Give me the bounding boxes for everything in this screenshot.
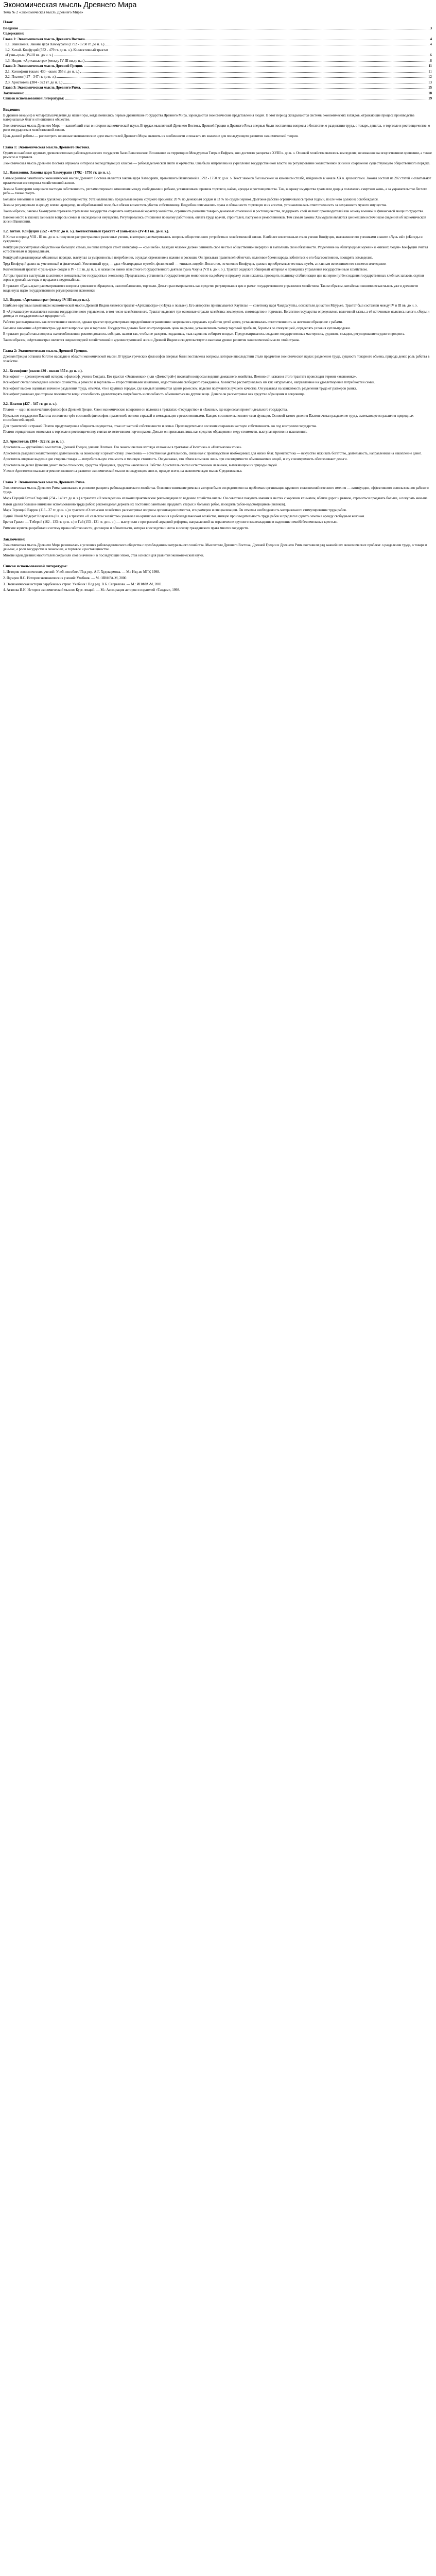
paragraph: Экономическая мысль Древнего Рима развивалась в условиях расцвета рабовладельческого хозяйства. Основное внимание римских авторов было сосредоточено на проблемах организации крупного сельскохозяйственного имения — латифундии, эффективного использования рабского труда. xyxy=(3,486,429,495)
paragraph: Идеальное государство Платона состоит из трёх сословий: философов-правителей, воинов-стражей и земледельцев с ремесленниками. Каждое сословие выполняет свои функции. Основой такого деления Платон считал разделение труда, вытекающее из различия природных способностей людей. xyxy=(3,414,414,422)
paragraph: Аристотель впервые выделил две стороны товара — потребительную стоимость и меновую стоимость. Он указывал, что обмен возможен лишь при соизмеримости обмениваемых вещей, и эту соизмеримость обеспечивают деньги. xyxy=(3,457,348,462)
toc-entry-text: Содержание: xyxy=(3,31,24,36)
toc-entry xyxy=(3,58,432,64)
toc-entry xyxy=(3,96,432,101)
section-1-3-body xyxy=(3,304,432,343)
toc-entry xyxy=(3,37,432,42)
toc-page-number: 8 xyxy=(430,58,432,63)
paragraph: Аристотель разделил хозяйственную деятельность на экономику и хрематистику. Экономика — естественная деятельность, связанная с производством необходимых для жизни благ. Хрематистика — искусство наживать богатство, деятельность, направленная на накопление денег. xyxy=(3,451,422,455)
section-1-3-heading: 1.3. Индия. «Артхашастра» (между IV-III вв.до н.э.). xyxy=(3,298,90,302)
section-2-3-heading: 2.3. Аристотель (384 - 322 гг. до н. э.). xyxy=(3,439,65,444)
toc-entry xyxy=(3,85,432,91)
paragraph: Коллективный трактат «Гуань-цзы» создан в IV - III вв. до н. э. и назван по имени известного государственного деятеля Гуань Чжуна (VII в. до н. э.). Трактат содержит обширный материал о принципах управления государственным хозяйством. xyxy=(3,268,368,272)
paragraph: Экономическая мысль Древнего Мира — важнейший этап в истории экономической науки. В трудах мыслителей Древнего Востока, Древней Греции и Древнего Рима впервые были поставлены вопросы о богатстве, о разделении труда, о товаре, деньгах, о торговле и ростовщичестве, о роли государства в хозяйственной жизни. xyxy=(3,124,430,132)
toc-page-number: 19 xyxy=(428,96,432,101)
paragraph: Марк Порций Катон Старший (234 - 149 гг. до н. э.) в трактате «О земледелии» изложил практические рекомендации по ведению хозяйства виллы. Он советовал покупать имения в местах с хорошим климатом, вблизи дорог и рынков, стремиться продавать больше, а покупать меньше. xyxy=(3,497,428,501)
toc-leader-dots xyxy=(85,61,429,62)
toc-page-number: 6 xyxy=(430,53,432,58)
chapter-2-intro xyxy=(3,355,432,364)
conclusion-heading: Заключение: xyxy=(3,536,26,541)
section-2-1-body xyxy=(3,375,432,397)
toc-page-number: 11 xyxy=(428,64,432,69)
paragraph: Рабство рассматривалось как естественное явление, однако трактат предусматривал определённые ограничения: запрещалось продавать в рабство детей ариев, устанавливалась ответственность за жестокое обращение с рабами. xyxy=(3,320,343,324)
section-2-2-heading: 2.2. Платон (427 - 347 гг. до н. э.). xyxy=(3,401,58,406)
document-title: Экономическая мысль Древнего Мира xyxy=(3,1,137,9)
reference-item: 2. Ядгаров Я.С. История экономических учений: Учебник. — М.: ИНФРА-М, 2000. xyxy=(3,577,128,580)
toc-entry xyxy=(3,53,432,58)
toc-page-number: 11 xyxy=(428,69,432,74)
intro-heading: Введение: xyxy=(3,107,21,112)
toc-entry xyxy=(3,47,432,53)
toc-entry-text: Глава 3: Экономическая мысль Древнего Рима. xyxy=(3,86,81,90)
paragraph: Ксенофонт — древнегреческий историк и философ, ученик Сократа. Его трактат «Экономикос» (или «Домострой») посвящён вопросам ведения домашнего хозяйства. Именно от названия этого трактата происходит термин «экономика». xyxy=(3,375,357,379)
toc-leader-dots xyxy=(57,77,427,78)
toc-entry-text: 1.2. Китай. Конфуций (552 - 479 гг. до н. э.). Коллективный трактат xyxy=(5,47,108,52)
paragraph: Таким образом, «Артхашастра» является энциклопедией хозяйственной и административной жизни Древней Индии и свидетельствует о высоком уровне развития экономической мысли этой страны. xyxy=(3,338,300,342)
paragraph: В Китае в период VIII - III вв. до н. э. получили распространение различные учения, в которых рассматривались вопросы общественного устройства и хозяйственной жизни. Наиболее влиятельным стало учение Конфуция, изложенное его учениками в книге «Лунь юй» («Беседы и суждения»). xyxy=(3,235,423,244)
paragraph: Законы Хаммурапи защищали частную собственность, регламентировали отношения между свободными и рабами, устанавливали правила торговли, найма, аренды и ростовщичества. Так, за кражу имущества храма или дворца полагалась смертная казнь, а за укрывательство беглого раба — также смерть. xyxy=(3,187,427,196)
paragraph: Большое внимание в законах уделялось ростовщичеству. Устанавливались предельные нормы ссудного процента: 20 % по денежным ссудам и 33 % по ссудам зерном. Долговое рабство ограничивалось тремя годами, после чего должник освобождался. xyxy=(3,197,379,201)
paragraph: Конфуций рассматривал общество как большую семью, во главе которой стоит император — «сын неба». Каждый человек должен занимать своё место в общественной иерархии и выполнять свои обязанности. Разделение на «благородных мужей» и «низких людей» Конфуций считал естественным и справедливым. xyxy=(3,245,428,254)
references-heading: Список использованной литературы: xyxy=(3,564,68,569)
chapter-3-body xyxy=(3,486,432,531)
plan-label: План: xyxy=(3,20,13,24)
paragraph: Братья Гракхи — Тиберий (162 - 133 гг. до н. э.) и Гай (153 - 121 гг. до н. э.) — выступили с программой аграрной реформы, направленной на ограничение крупного землевладения и наделение землёй безземельных крестьян. xyxy=(3,520,339,524)
paragraph: Важное место в законах занимали вопросы семьи и наследования имущества. Регулировались отношения по найму работников, оплата труда врачей, строителей, пастухов и ремесленников. Тем самым законы Хаммурапи являются ценнейшим источником сведений об экономической жизни Вавилонии. xyxy=(3,215,426,224)
paragraph: Луций Юний Модерат Колумелла (I в. н. э.) в трактате «О сельском хозяйстве» указывал на кризисные явления в рабовладельческом хозяйстве, низкую производительность труда рабов и предлагал сдавать землю в аренду свободным колонам. xyxy=(3,514,365,518)
toc-page-number: 12 xyxy=(428,75,432,79)
paragraph: Платон отрицательно относился к торговле и ростовщичеству, считая их источником порчи нравов. Деньги он признавал лишь как средство обращения и меру стоимости, выступая против их накопления. xyxy=(3,430,307,434)
toc-entry-text: Список использованной литературы: xyxy=(3,96,64,101)
paragraph: Катон уделял большое внимание использованию труда рабов: рекомендовал держать их постоянно занятыми, продавать старых и больных рабов, поощрять рабов-надсмотрщиков (виликов). xyxy=(3,502,286,506)
table-of-contents xyxy=(3,26,432,101)
paragraph: Древняя Греция оставила богатое наследие в области экономической мысли. В трудах греческих философов впервые были поставлены вопросы, которые впоследствии стали предметом экономической науки: разделение труда, сущность товарного обмена, природа денег, роль рабства в хозяйстве. xyxy=(3,355,430,363)
toc-page-number: 18 xyxy=(428,91,432,95)
toc-entry-text: 1.1. Вавилония. Законы царя Хаммурапи (1792 - 1750 гг. до н. э.) xyxy=(5,42,104,47)
toc-entry-text: Глава 2: Экономическая мысль Древней Греции. xyxy=(3,64,83,69)
paragraph: Ксенофонт считал земледелие основой хозяйства, а ремесло и торговлю — второстепенными занятиями, недостойными свободного гражданина. Хозяйство рассматривалось им как натуральное, направленное на удовлетворение потребностей семьи. xyxy=(3,381,375,385)
paragraph: Авторы трактата выступали за активное вмешательство государства в экономику. Предлагалось установить государственную монополию на добычу и продажу соли и железа, проводить политику стабилизации цен на зерно путём создания государственных хлебных запасов, скупки зерна в урожайные годы и продажи в неурожайные. xyxy=(3,274,424,282)
section-1-1-body xyxy=(3,177,432,224)
paragraph: Экономическая мысль Древнего Востока отражала интересы господствующих классов — рабовладельческой знати и жречества. Она была направлена на укрепление государственной власти, на регулирование хозяйственной жизни и сохранение существующего общественного порядка. xyxy=(3,161,430,165)
paragraph: В трактате «Гуань-цзы» рассматриваются вопросы денежного обращения, налогообложения, торговли. Деньги рассматривались как средство регулирования цен и рычаг государственного управления хозяйством. Таким образом, китайская экономическая мысль уже в древности выдвинула идею государственного регулирования экономики. xyxy=(3,284,418,293)
paragraph: Наиболее крупным памятником экономической мысли Древней Индии является трактат «Артхашастра» («Наука о пользе»). Его авторство приписывается Каутилье — советнику царя Чандрагупты, основателя династии Маурьев. Трактат был составлен между IV и III вв. до н. э. xyxy=(3,304,418,308)
toc-entry xyxy=(3,42,432,47)
paragraph: Многие идеи древних мыслителей сохранили своё значение и в последующие эпохи, став основой для развития экономической науки. xyxy=(3,553,204,557)
section-1-1-heading: 1.1. Вавилония. Законы царя Хаммурапи (1792 - 1750 гг. до н. э.). xyxy=(3,171,112,175)
toc-entry xyxy=(3,74,432,80)
paragraph: В «Артхашастре» излагаются основы государственного управления, в том числе хозяйственного. Трактат выделяет три основные отрасли хозяйства: земледелие, скотоводство и торговлю. Богатство государства определялось величиной казны, а её источником являлись налоги, сборы и доходы от государственных предприятий. xyxy=(3,310,430,318)
paragraph: Платон — один из величайших философов Древней Греции. Свои экономические воззрения он изложил в трактатах «Государство» и «Законы», где нарисовал проект идеального государства. xyxy=(3,408,288,412)
paragraph: Одним из наиболее крупных древневосточных рабовладельческих государств было Вавилонское. Возникшее на территории Междуречья Тигра и Евфрата, оно достигло расцвета в XVIII в. до н. э. Основой хозяйства являлось земледелие, основанное на искусственном орошении, а также ремесло и торговля. xyxy=(3,151,432,160)
paragraph: В древние века мир в четыреxтысячелетия до нашей эры, когда появились первые древнейшие государства Древнего Мира, зарождаются экономические представления людей. В этот период складываются системы экономических взглядов, отражающие процесс производства материальных благ и отношения в обществе. xyxy=(3,113,414,122)
toc-entry-text: «Гуань-цзы» (IV-III вв. до н. э.) xyxy=(5,53,54,58)
paragraph: Ксенофонт различал две стороны полезности вещи: способность удовлетворять потребность и способность обмениваться на другие вещи. Деньги он рассматривал как средство обращения и сокровища. xyxy=(3,393,305,397)
toc-entry xyxy=(3,31,432,37)
toc-entry-text: 1.3. Индия. «Артхашастра» (между IV-III вв.до н.э.) xyxy=(5,58,85,63)
toc-page-number: 4 xyxy=(430,42,432,47)
toc-page-number: 3 xyxy=(430,26,432,30)
paragraph: Экономическая мысль Древнего Мира развивалась в условиях рабовладельческого общества с преобладанием натурального хозяйства. Мыслители Древнего Востока, Древней Греции и Древнего Рима поставили ряд важнейших экономических проблем: о разделении труда, о товаре и деньгах, о роли государства в экономике, о торговле и ростовщичестве. xyxy=(3,543,427,552)
section-2-2-body xyxy=(3,408,432,435)
paragraph: Аристотель выделил функции денег: меры стоимости, средства обращения, средства накопления. Рабство Аристотель считал естественным явлением, вытекающим из природы людей. xyxy=(3,463,278,467)
toc-entry-text: Заключение: xyxy=(3,91,24,95)
section-1-2-body xyxy=(3,235,432,294)
toc-page-number: 15 xyxy=(428,86,432,90)
toc-leader-dots xyxy=(80,72,427,73)
toc-entry-text: 2.3. Аристотель (384 - 322 гг. до н. э.) xyxy=(5,80,63,84)
toc-leader-dots xyxy=(84,66,427,67)
toc-page-number: 13 xyxy=(428,80,432,84)
chapter-2-heading: Глава 2: Экономическая мысль Древней Греции. xyxy=(3,348,88,353)
toc-entry xyxy=(3,69,432,75)
paragraph: Ксенофонт высоко оценивал значение разделения труда, отмечая, что в крупных городах, где каждый занимается одним ремеслом, изделия получаются лучшего качества. Он указывал на зависимость разделения труда от размеров рынка. xyxy=(3,386,357,391)
toc-entry xyxy=(3,26,432,31)
toc-leader-dots xyxy=(82,88,427,89)
toc-entry-text: Глава 1: Экономическая мысль Древнего Востока. xyxy=(3,37,86,41)
section-1-2-heading: 1.2. Китай. Конфуций (552 - 479 гг. до н. э.). Коллективный трактат «Гуань-цзы» (IV-III вв. до н. э.). xyxy=(3,229,169,233)
reference-item: 4. Агапова И.И. История экономической мысли: Курс лекций. — М.: Ассоциация авторов и издателей «Тандем», 1998. xyxy=(3,588,180,592)
paragraph: Законы регулировали и аренду земли: арендатор, не обработавший поле, был обязан возместить убыток собственнику. Подробно описывались права и обязанности торговцев и их агентов, устанавливалась ответственность за сохранность чужого имущества. xyxy=(3,204,387,208)
section-2-1-heading: 2.1. Ксенофонт (около 430 - около 355 г. до н. э.). xyxy=(3,368,83,373)
paragraph: Для правителей и стражей Платон предусматривал общность имущества, отказ от частной собственности и семьи. Производительное сословие сохраняло частную собственность, но под контролем государства. xyxy=(3,424,317,428)
toc-entry-text: 2.2. Платон (427 - 347 гг. до н. э.) xyxy=(5,75,56,79)
toc-entry xyxy=(3,80,432,86)
paragraph: Римские юристы разработали систему права собственности, договоров и обязательств, которая впоследствии легла в основу гражданского права многих государств. xyxy=(3,527,249,531)
toc-entry xyxy=(3,91,432,96)
conclusion-body xyxy=(3,544,432,558)
paragraph: Таким образом, законы Хаммурапи отражали стремление государства сохранить натуральный характер хозяйства, ограничить развитие товарно-денежных отношений и ростовщичества, поддержать слой мелких производителей как основу военной и финансовой мощи государства. xyxy=(3,209,424,213)
paragraph: Самым ранним памятником экономической мысли Древнего Востока являются законы царя Хаммурапи, правившего Вавилонией в 1792 - 1750 гг. до н. э. Текст законов был высечен на каменном столбе, найденном в начале XX в. археологами. Законы состоят из 282 статей и охватывают практически все стороны хозяйственной жизни. xyxy=(3,177,431,185)
intro-body xyxy=(3,114,432,139)
chapter-1-heading: Глава 1: Экономическая мысль Древнего Востока. xyxy=(3,144,91,149)
chapter-1-intro xyxy=(3,151,432,166)
toc-entry xyxy=(3,63,432,69)
paragraph: Большое внимание «Артхашастра» уделяет вопросам цен и торговли. Государство должно было контролировать цены на рынке, устанавливать размер торговой прибыли, бороться со спекуляцией, определять условия купли-продажи. xyxy=(3,326,351,330)
toc-entry-text: Введение xyxy=(3,26,19,30)
paragraph: Конфуций идеализировал общинные порядки, выступал за умеренность в потреблении, осуждал стремление к наживе и роскоши. Он призывал правителей облегчать налоговое бремя народа, заботиться о его благосостоянии, поощрять земледелие. xyxy=(3,256,373,260)
paragraph: Марк Теренций Варрон (116 - 27 гг. до н. э.) в трактате «О сельском хозяйстве» рассматривал вопросы организации поместья, его размеров и специализации. Он отмечал необходимость материального стимулирования труда рабов. xyxy=(3,509,347,513)
paragraph: Труд Конфуций делил на умственный и физический. Умственный труд — удел «благородных мужей», физический — «низких людей». Богатство, по мнению Конфуция, должно приобретаться честным путём, а главным источником его является земледелие. xyxy=(3,262,387,266)
chapter-3-heading: Глава 3: Экономическая мысль Древнего Рима. xyxy=(3,479,85,484)
reference-item: 3. Экономическая история зарубежных стран: Учебник / Под ред. В.Б. Сапрыкова. — М.: ИНФРА-М, 2001. xyxy=(3,582,163,586)
reference-item: 1. История экономических учений: Учеб. пособие / Под ред. А.Г. Худокормова. — М.: Изд-во МГУ, 1998. xyxy=(3,570,160,574)
toc-page-number: 4 xyxy=(430,37,432,41)
paragraph: Аристотель — крупнейший мыслитель Древней Греции, ученик Платона. Его экономические взгляды изложены в трактатах «Политика» и «Никомахова этика». xyxy=(3,445,242,449)
paragraph: В трактате разработаны вопросы налогообложения: рекомендовалось собирать налоги так, чтобы не разорять подданных, «как садовник собирает плоды». Предусматривалось создание государственных мастерских, рудников, складов, регулирование ссудного процента. xyxy=(3,332,405,336)
document-subtitle: Тема № 2 «Экономическая мысль Древнего Мира» xyxy=(3,10,83,14)
references-list xyxy=(3,570,432,592)
paragraph: Учение Аристотеля оказало огромное влияние на развитие экономической мысли последующих эпох и, прежде всего, на экономическую мысль Средневековья. xyxy=(3,469,242,473)
toc-entry-text: 2.1. Ксенофонт (около 430 - около 355 г. до н. э.) xyxy=(5,69,79,74)
section-2-3-body xyxy=(3,446,432,474)
paragraph: Цель данной работы — рассмотреть основные экономические идеи мыслителей Древнего Мира, выявить их особенности и показать их значение для последующего развития экономической теории. xyxy=(3,134,299,138)
